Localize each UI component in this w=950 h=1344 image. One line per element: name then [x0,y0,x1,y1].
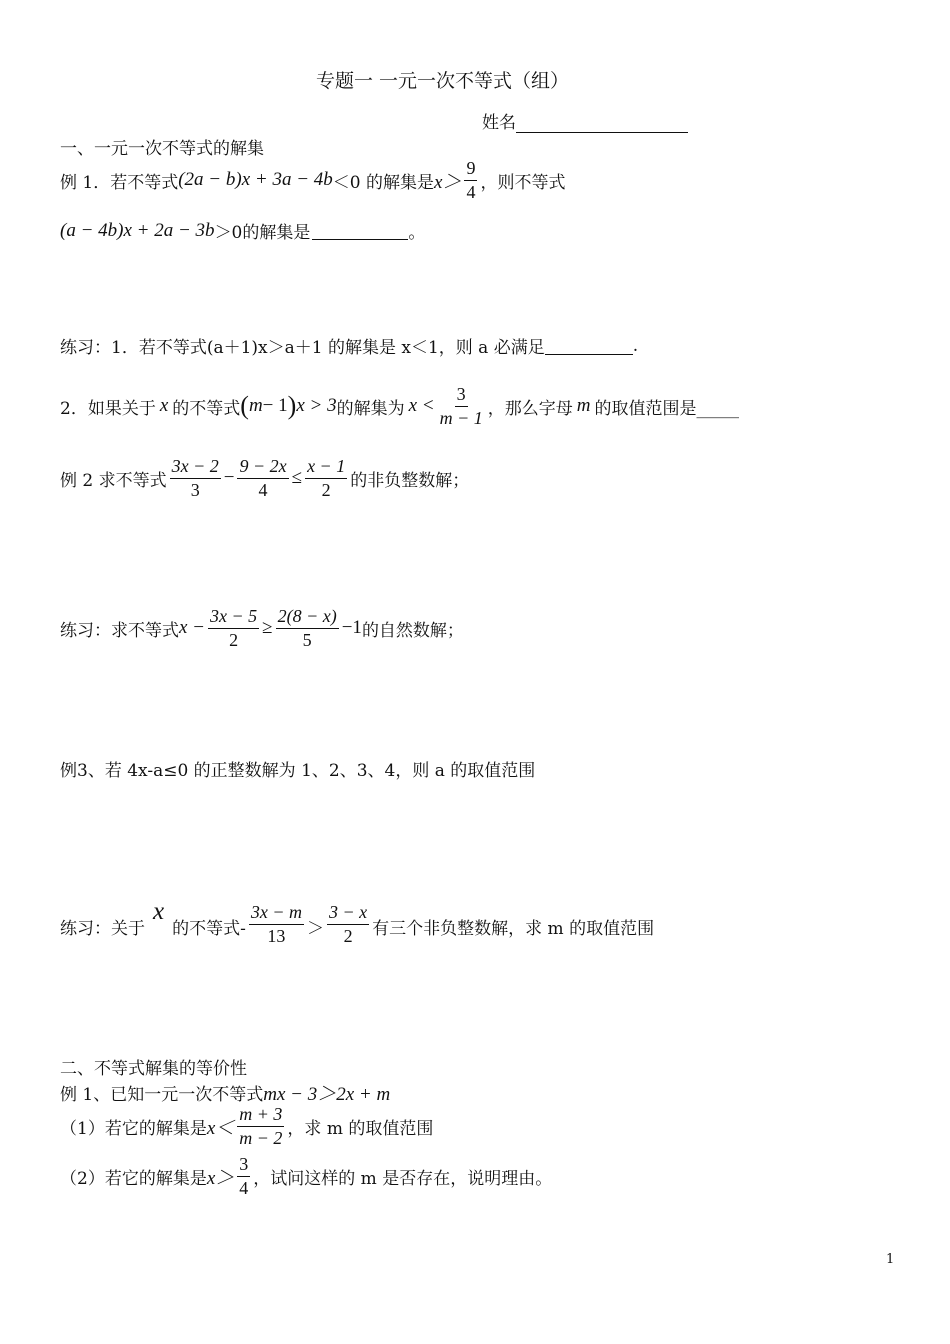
example2-le: ≤ [291,467,303,489]
practice2-fraction [438,384,485,428]
fraction-numerator: m + 3 [237,1104,284,1127]
example2-prefix: 例 2 求不等式 [60,470,167,491]
example1-answer-blank[interactable] [312,221,408,240]
page-number: 1 [886,1252,895,1267]
name-field [482,108,688,133]
fraction-numerator: x − 1 [305,456,347,479]
practice4-x: x [153,898,165,925]
fraction-numerator: 2(8 − x) [276,606,339,629]
practice2-m: m [248,395,263,417]
example2-suffix: 的非负整数解； [350,470,470,491]
fraction-denominator: 5 [302,629,312,650]
question1 [60,1104,433,1148]
fraction-denominator: 4 [466,181,476,202]
fraction-denominator: 3 [190,479,200,500]
practice3-suffix: 的自然数解； [361,620,464,641]
fraction-denominator: 2 [321,479,331,500]
question2-fraction [237,1154,250,1198]
practice2-suffix2: 的取值范围是_____ [594,398,739,419]
practice2-m-letter: m [576,395,591,417]
example1-relation: ＜0 的解集是 [332,172,435,193]
practice3-ge: ≥ [262,617,273,639]
practice3-minus-one: −1 [341,617,362,639]
example2-minus: − [223,467,235,489]
example1-fraction [464,158,477,202]
page-title: 专题一 一元一次不等式（组） [316,70,570,92]
fraction-numerator: 9 − 2x [237,456,288,479]
example1-prefix: 例 1．若不等式 [60,172,179,193]
practice4-suffix: 有三个非负整数解，求 m 的取值范围 [372,919,655,939]
example3: 例3、若 4x-a≤0 的正整数解为 1、2、3、4，则 a 的取值范围 [60,761,536,781]
name-blank[interactable] [516,114,688,133]
example1-suffix: ，则不等式 [480,172,566,193]
section2-example1-inequality: mx − 3＞2x + m [263,1084,391,1105]
practice4-gt: ＞ [307,919,324,939]
practice2-rparen: ) [287,391,297,421]
practice1-answer-blank[interactable] [545,336,633,355]
example2-fraction2 [237,456,288,500]
practice2 [60,384,739,428]
fraction-denominator: 4 [258,479,268,500]
practice4-mid: 的不等式- [172,919,246,939]
practice2-x-lt: x < [408,395,435,417]
example1-line2-math: (a − 4b)x + 2a − 3b [60,219,215,241]
section2-heading: 二、不等式解集的等价性 [60,1059,247,1079]
example2-fraction1 [170,456,221,500]
fraction-numerator: 3 [455,384,468,407]
example1-line2-end: 。 [408,223,426,243]
practice4-prefix: 练习：关于 [60,919,145,939]
question1-prefix: （1）若它的解集是 [60,1118,207,1139]
question1-suffix: ，求 m 的取值范围 [287,1118,434,1139]
practice3-fraction1 [208,606,259,650]
practice4 [60,898,655,946]
section2-example1 [60,1079,390,1106]
fraction-denominator: 13 [267,925,286,946]
question1-x-lt: x＜ [206,1117,235,1139]
example1-inequality: (2a − b)x + 3a − 4b [178,169,333,191]
question2 [60,1154,552,1198]
practice3-x: x − [179,617,206,639]
fraction-numerator: 3x − 5 [208,606,259,629]
fraction-denominator: m − 1 [439,407,483,428]
question2-prefix: （2）若它的解集是 [60,1168,207,1189]
example1-line2-text: ＞0的解集是 [214,223,311,243]
practice3 [60,606,464,650]
practice2-mid: 的不等式 [172,398,241,419]
example2 [60,456,469,500]
example1-x-gt: x＞ [434,171,462,193]
fraction-denominator: 4 [239,1177,249,1198]
practice4-fraction2 [327,902,369,946]
question2-x-gt: x＞ [206,1167,235,1189]
practice1-text: 练习：1．若不等式(a＋1)x＞a＋1 的解集是 x＜1，则 a 必满足 [60,338,545,358]
practice1-end: . [632,335,639,356]
practice2-minus-one: − 1 [262,395,288,417]
practice3-prefix: 练习：求不等式 [60,620,179,641]
practice4-fraction1 [249,902,304,946]
practice3-fraction2 [276,606,339,650]
practice2-ineq-tail: x > 3 [296,395,337,417]
fraction-denominator: 2 [229,629,239,650]
practice2-x: x [159,395,169,417]
practice2-mid2: 的解集为 [336,398,405,419]
fraction-numerator: 3 [237,1154,250,1177]
example1-line1 [60,158,565,202]
example1-line2 [60,218,425,243]
fraction-denominator: 2 [343,925,353,946]
name-label: 姓名 [482,113,516,133]
fraction-numerator: 3 − x [327,902,369,925]
fraction-numerator: 9 [464,158,477,181]
practice2-lparen: ( [240,391,249,421]
practice2-suffix: ，那么字母 [487,398,573,419]
practice2-prefix: 2．如果关于 [60,398,156,419]
section2-example1-prefix: 例 1、已知一元一次不等式 [60,1085,264,1105]
practice1 [60,333,638,358]
fraction-denominator: m − 2 [239,1127,283,1148]
example2-fraction3 [305,456,347,500]
fraction-numerator: 3x − 2 [170,456,221,479]
fraction-numerator: 3x − m [249,902,304,925]
question1-fraction [237,1104,284,1148]
section1-heading: 一、一元一次不等式的解集 [60,139,264,159]
question2-suffix: ，试问这样的 m 是否存在，说明理由。 [253,1168,553,1189]
